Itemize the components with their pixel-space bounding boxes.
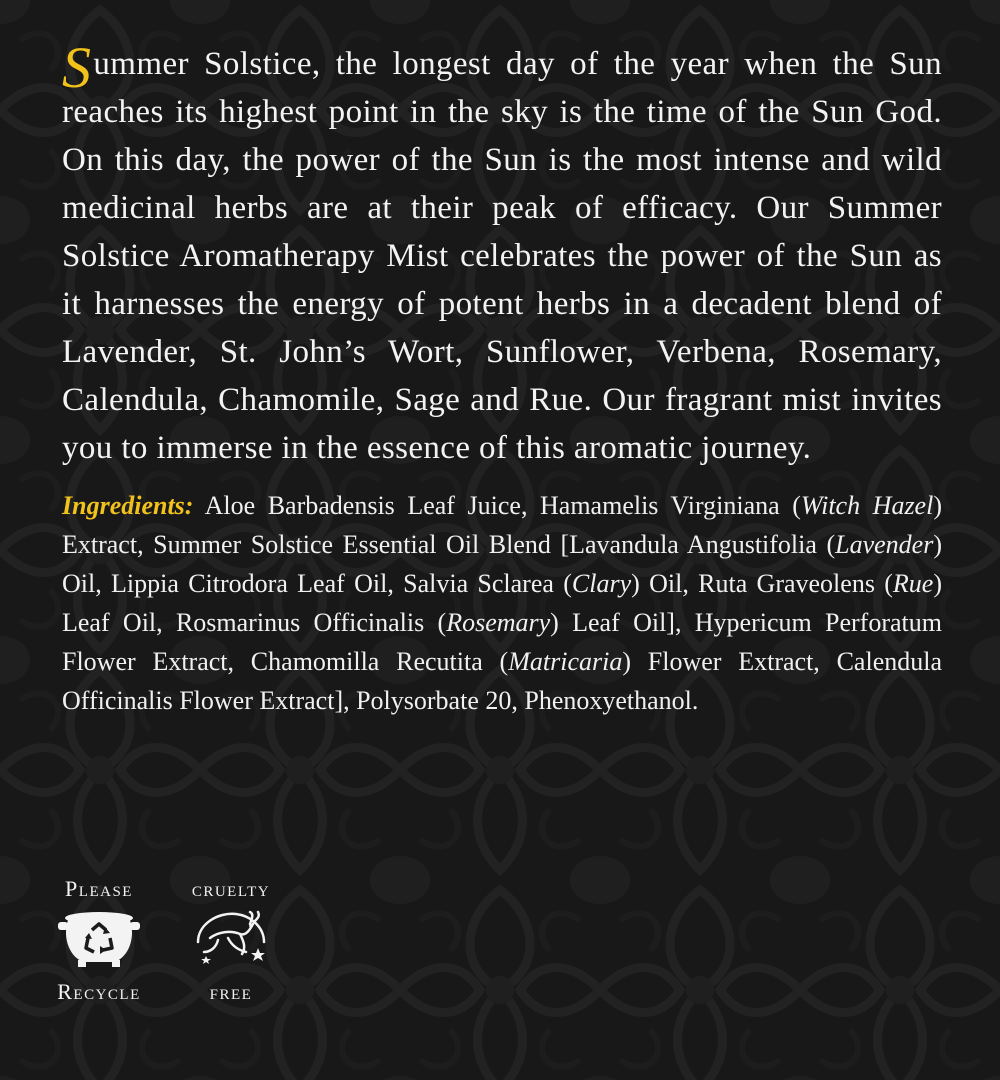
ingredients-text-1: Aloe Barbadensis Leaf Juice, Hamamelis Virginiana ( <box>193 491 801 520</box>
ingredients-text-2: ) Extract, Summer Solstice Essential Oil Blend [Lavandula Angustifolia ( <box>62 491 942 559</box>
product-description <box>62 35 942 472</box>
ingredient-common-name: Rosemary <box>446 608 551 637</box>
ingredient-common-name: Rue <box>892 569 934 598</box>
cruelty-badge-top-text: cruelty <box>191 876 271 901</box>
ingredients-list <box>62 486 942 720</box>
ingredients-text-5: ) Leaf Oil, Rosmarinus Officinalis ( <box>62 569 942 637</box>
recycle-badge-top-text: Please <box>65 876 133 901</box>
ingredient-common-name: Matricaria <box>508 647 623 676</box>
cruelty-free-badge <box>188 876 274 1005</box>
ingredient-common-name: Witch Hazel <box>800 491 934 520</box>
badges-row <box>56 876 274 1005</box>
recycle-cauldron-icon <box>56 908 142 973</box>
recycle-badge <box>56 876 142 1005</box>
ingredients-text-4: ) Oil, Ruta Graveolens ( <box>631 569 893 598</box>
recycle-badge-bottom-text: Recycle <box>57 979 141 1004</box>
drop-cap-letter: S <box>62 35 92 100</box>
description-text: ummer Solstice, the longest day of the year when the Sun reaches its highest point in the sky is the time of the Sun God. On this day, the power of the Sun is the most intense and wild medicinal herbs are at their peak of efficacy. Our Summer Solstice Aromatherapy Mist celebrates the power of the Sun as it harnesses the energy of potent herbs in a decadent blend of Lavender, St. John’s Wort, Sunflower, Verbena, Rosemary, Calendula, Chamomile, Sage and Rue. Our fragrant mist invites you to immerse in the essence of this aromatic journey. <box>62 46 942 466</box>
ingredients-text-3: ) Oil, Lippia Citrodora Leaf Oil, Salvia Sclarea ( <box>62 530 942 598</box>
ingredients-heading: Ingredients: <box>62 491 194 520</box>
leaping-bunny-icon <box>188 908 274 973</box>
label-content <box>62 35 942 720</box>
ingredients-text-7: ) Flower Extract, Calendula Officinalis Flower Extract], Polysorbate 20, Phenoxyethanol. <box>62 647 942 715</box>
cruelty-badge-bottom-text: free <box>209 979 253 1004</box>
ingredients-text-6: ) Leaf Oil], Hypericum Perforatum Flower Extract, Chamomilla Recutita ( <box>62 608 942 676</box>
ingredient-common-name: Lavender <box>835 530 934 559</box>
ingredient-common-name: Clary <box>571 569 632 598</box>
